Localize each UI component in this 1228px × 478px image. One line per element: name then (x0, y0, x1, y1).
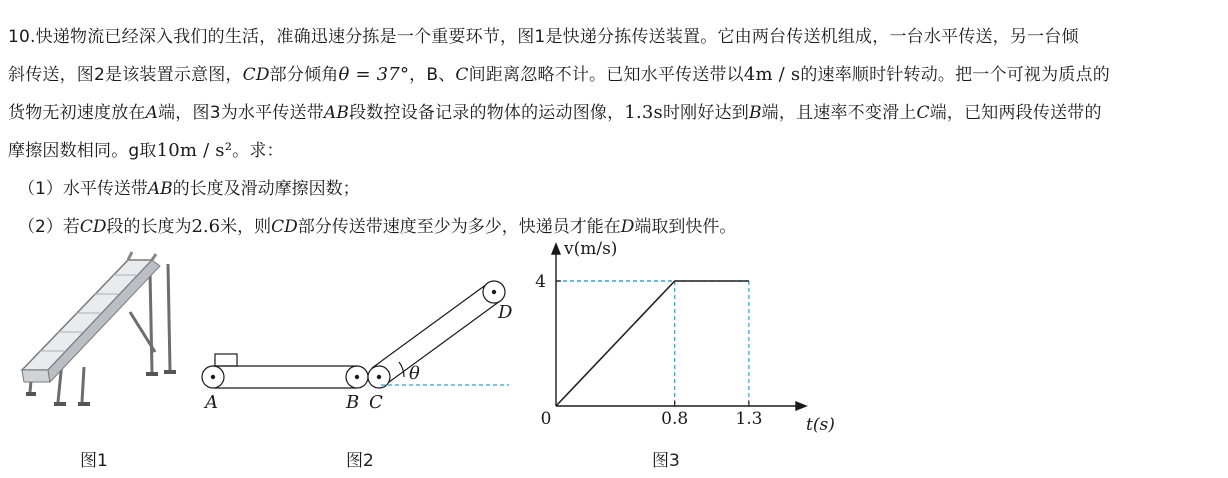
cargo-box (215, 354, 237, 366)
y-axis-label: v(m/s) (564, 239, 618, 259)
text: 的长度及滑动摩擦因数； (172, 179, 360, 199)
text: 部分传送带速度至少为多少，快递员才能在 (297, 217, 621, 237)
figure-2-schematic (195, 268, 525, 418)
symbol-ab: AB (147, 179, 173, 199)
question-2 (18, 212, 736, 237)
label-c: C (369, 392, 383, 413)
text: 货物无初速度放在 (8, 103, 146, 123)
angle-expression: θ = 37° (338, 64, 410, 85)
problem-line-4 (8, 132, 1220, 170)
text: 端取到快件。 (634, 217, 737, 237)
symbol-cd: CD (242, 65, 270, 85)
text: 部分倾角 (269, 65, 339, 85)
x-tick-label: 1.3 (735, 409, 763, 429)
symbol-a: A (145, 103, 159, 123)
symbol-cd: CD (79, 217, 107, 237)
figure-3-vt-graph (530, 239, 835, 442)
text: 端，已知两段传送带的 (929, 103, 1102, 123)
label-d: D (498, 302, 513, 323)
x-axis-label: t(s) (806, 415, 835, 435)
problem-statement (8, 18, 1220, 170)
label-b: B (346, 392, 360, 413)
text: 端，图3为水平传送带 (158, 103, 324, 123)
time-expression: 1.3s (624, 102, 663, 123)
text: 时刚好达到 (662, 103, 749, 123)
figure-1-conveyor-photo (10, 252, 190, 422)
label-theta: θ (409, 363, 420, 384)
text: 间距离忽略不计。已知水平传送带以 (468, 65, 744, 85)
text: 10.快递物流已经深入我们的生活，准确迅速分拣是一个重要环节，图1是快递分拣传送装置。它由两台传送机组成，一台水平传送，另一台倾 (8, 27, 1079, 47)
text: 斜传送，图2是该装置示意图， (8, 65, 243, 85)
text: 段的长度为 (106, 217, 192, 237)
y-tick-label: 4 (535, 272, 546, 292)
text: 米，则 (220, 217, 272, 237)
figure-3-caption: 图3 (652, 451, 680, 471)
y-axis-arrow (552, 244, 560, 254)
figure-2-caption: 图2 (346, 451, 374, 471)
belt-cd-bottom (385, 301, 500, 385)
x-tick-label: 0.8 (661, 409, 689, 429)
length-value: 2.6 (191, 216, 221, 237)
vt-series-line (556, 281, 749, 406)
problem-line-1 (8, 18, 1220, 56)
symbol-c: C (916, 103, 930, 123)
text: 。求： (232, 141, 284, 161)
symbol-d: D (620, 217, 635, 237)
text: 段数控设备记录的物体的运动图像， (349, 103, 625, 123)
g-expression: 10m / s² (156, 140, 233, 161)
symbol-cd: CD (271, 217, 298, 237)
text: （2）若 (18, 217, 80, 237)
question-1 (18, 174, 360, 199)
text: 的速率顺时针转动。把一个可视为质点的 (800, 65, 1110, 85)
speed-expression: 4m / s (743, 64, 801, 85)
text: 端，且速率不变滑上 (761, 103, 917, 123)
text: ，B、 (409, 65, 456, 85)
figure-1-caption: 图1 (80, 451, 108, 471)
x-axis-arrow (796, 402, 806, 410)
origin-label: 0 (540, 409, 552, 429)
symbol-b: B (748, 103, 762, 123)
belt-cd-top (372, 284, 487, 368)
text: （1）水平传送带 (18, 179, 148, 199)
problem-line-3 (8, 94, 1220, 132)
symbol-c: C (455, 65, 469, 85)
problem-line-2 (8, 56, 1220, 94)
symbol-ab: AB (323, 103, 350, 123)
text: 摩擦因数相同。g取 (8, 141, 157, 161)
label-a: A (205, 392, 218, 413)
